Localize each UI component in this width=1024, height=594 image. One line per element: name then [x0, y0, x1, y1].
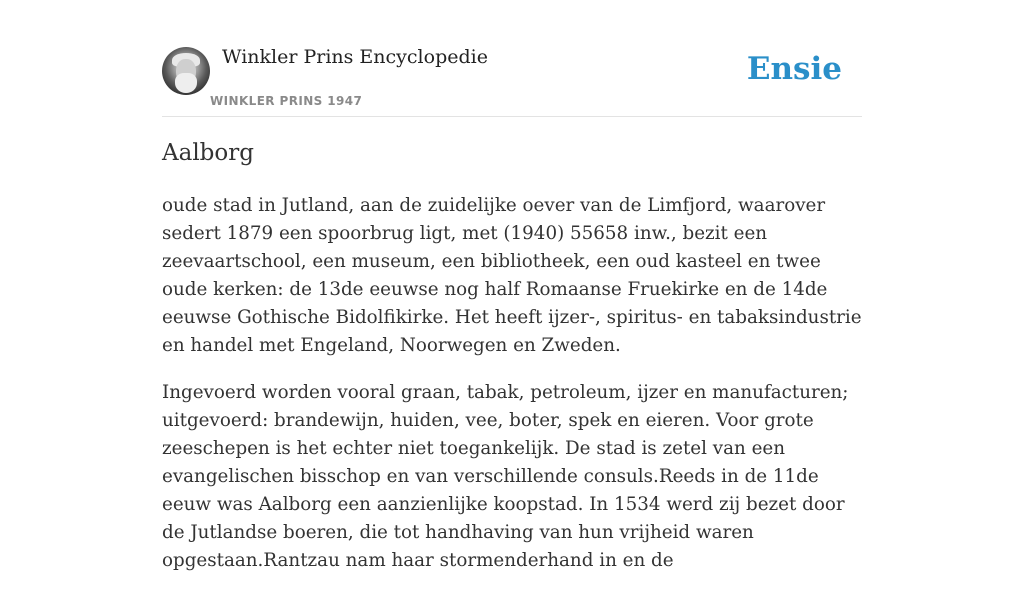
brand-logo[interactable]: Ensie: [746, 51, 842, 87]
article-paragraph: Ingevoerd worden vooral graan, tabak, petroleum, ijzer en manufacturen; uitgevoerd: brandewijn, huiden, vee, boter, spek en eieren. Voor grote zeeschepen is het echter niet toegankelijk. De stad is zetel van een evangelischen bisschop en van verschillende consuls.Reeds in de 11de eeuw was Aalborg een aanzienlijke koopstad. In 1534 werd zij bezet door de Jutlandse boeren, die tot handhaving van hun vrijheid waren opgestaan.Rantzau nam haar stormenderhand in en de: [162, 382, 849, 571]
avatar-beard: [175, 73, 197, 93]
header: [162, 0, 862, 117]
source-label[interactable]: WINKLER PRINS 1947: [210, 94, 363, 108]
site-name-link[interactable]: Winkler Prins Encyclopedie: [222, 46, 488, 68]
author-avatar[interactable]: [162, 47, 210, 95]
article-title: Aalborg: [162, 140, 254, 166]
article-body: [162, 192, 864, 594]
article-paragraph: oude stad in Jutland, aan de zuidelijke oever van de Limfjord, waarover sedert 1879 een spoorbrug ligt, met (1940) 55658 inw., bezit een zeevaartschool, een museum, een bibliotheek, een oud kasteel en twee oude kerken: de 13de eeuwse nog half Romaanse Fruekirke en de 14de eeuwse Gothische Bidolfikirke. Het heeft ijzer-, spiritus- en tabaksindustrie en handel met Engeland, Noorwegen en Zweden.: [162, 195, 862, 356]
page-container: [162, 0, 862, 571]
